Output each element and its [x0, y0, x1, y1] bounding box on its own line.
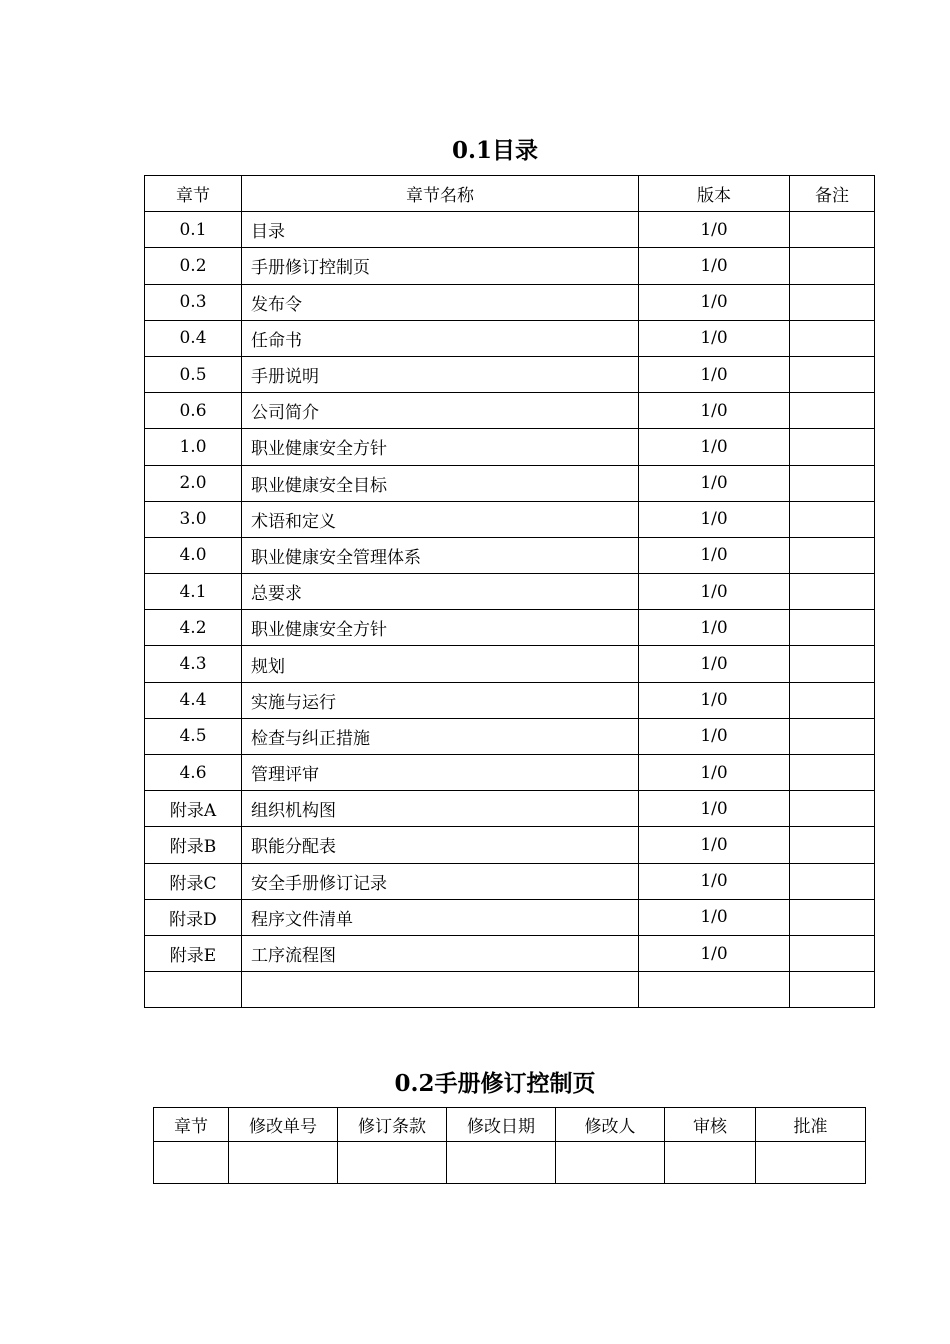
toc-cell-name: 安全手册修订记录 — [242, 863, 639, 899]
revision-cell — [665, 1142, 756, 1184]
toc-row — [145, 682, 875, 718]
revision-header-cell: 修改单号 — [229, 1108, 338, 1142]
toc-cell-name: 公司简介 — [242, 393, 639, 429]
toc-cell-chapter: 附录B — [145, 827, 242, 863]
toc-cell-remark — [790, 537, 875, 573]
toc-cell-version — [639, 972, 790, 1008]
revision-header-cell: 修订条款 — [338, 1108, 447, 1142]
toc-cell-remark — [790, 574, 875, 610]
toc-cell-chapter: 0.2 — [145, 248, 242, 284]
toc-row — [145, 393, 875, 429]
toc-cell-version: 1/0 — [639, 284, 790, 320]
revision-header-cell: 审核 — [665, 1108, 756, 1142]
toc-row — [145, 646, 875, 682]
toc-cell-remark — [790, 393, 875, 429]
toc-cell-chapter: 4.2 — [145, 610, 242, 646]
revision-header-cell: 修改人 — [556, 1108, 665, 1142]
toc-cell-name: 职能分配表 — [242, 827, 639, 863]
toc-cell-chapter: 附录D — [145, 899, 242, 935]
revision-cell — [338, 1142, 447, 1184]
toc-row — [145, 610, 875, 646]
toc-cell-remark — [790, 935, 875, 971]
toc-row — [145, 465, 875, 501]
toc-cell-version: 1/0 — [639, 646, 790, 682]
toc-row — [145, 574, 875, 610]
toc-cell-remark — [790, 899, 875, 935]
toc-row — [145, 791, 875, 827]
toc-cell-name: 目录 — [242, 212, 639, 248]
toc-header-name: 章节名称 — [242, 176, 639, 212]
revision-cell — [756, 1142, 866, 1184]
toc-row — [145, 899, 875, 935]
revision-cell — [229, 1142, 338, 1184]
toc-cell-name: 职业健康安全目标 — [242, 465, 639, 501]
toc-cell-chapter: 3.0 — [145, 501, 242, 537]
toc-cell-name: 职业健康安全方针 — [242, 429, 639, 465]
toc-cell-version: 1/0 — [639, 212, 790, 248]
toc-cell-remark — [790, 682, 875, 718]
toc-cell-remark — [790, 356, 875, 392]
toc-cell-version: 1/0 — [639, 429, 790, 465]
toc-header-row — [145, 176, 875, 212]
revision-table — [153, 1107, 866, 1184]
toc-cell-name: 手册说明 — [242, 356, 639, 392]
toc-cell-chapter: 2.0 — [145, 465, 242, 501]
toc-cell-chapter: 附录C — [145, 863, 242, 899]
toc-cell-version: 1/0 — [639, 682, 790, 718]
toc-cell-name: 程序文件清单 — [242, 899, 639, 935]
toc-cell-name: 总要求 — [242, 574, 639, 610]
toc-cell-remark — [790, 791, 875, 827]
toc-cell-version: 1/0 — [639, 791, 790, 827]
toc-cell-chapter: 4.1 — [145, 574, 242, 610]
toc-cell-version: 1/0 — [639, 356, 790, 392]
toc-cell-name: 术语和定义 — [242, 501, 639, 537]
toc-cell-chapter: 0.6 — [145, 393, 242, 429]
revision-cell — [154, 1142, 229, 1184]
revision-title: 0.2手册修订控制页 — [394, 1070, 596, 1097]
toc-cell-remark — [790, 755, 875, 791]
toc-cell-version: 1/0 — [639, 935, 790, 971]
toc-header-chapter: 章节 — [145, 176, 242, 212]
toc-cell-remark — [790, 827, 875, 863]
toc-row — [145, 972, 875, 1008]
toc-cell-remark — [790, 320, 875, 356]
toc-cell-version: 1/0 — [639, 537, 790, 573]
toc-row — [145, 935, 875, 971]
toc-body — [145, 212, 875, 1008]
toc-cell-version: 1/0 — [639, 501, 790, 537]
toc-cell-name — [242, 972, 639, 1008]
toc-row — [145, 863, 875, 899]
toc-cell-chapter: 0.3 — [145, 284, 242, 320]
toc-cell-remark — [790, 610, 875, 646]
toc-cell-remark — [790, 501, 875, 537]
revision-body — [154, 1142, 866, 1184]
toc-cell-name: 实施与运行 — [242, 682, 639, 718]
toc-cell-remark — [790, 718, 875, 754]
toc-cell-version: 1/0 — [639, 320, 790, 356]
toc-cell-chapter: 4.5 — [145, 718, 242, 754]
revision-header-cell: 批准 — [756, 1108, 866, 1142]
toc-cell-chapter: 0.5 — [145, 356, 242, 392]
toc-cell-version: 1/0 — [639, 899, 790, 935]
toc-cell-chapter: 4.0 — [145, 537, 242, 573]
toc-cell-name: 管理评审 — [242, 755, 639, 791]
toc-row — [145, 755, 875, 791]
toc-cell-name: 手册修订控制页 — [242, 248, 639, 284]
toc-cell-name: 任命书 — [242, 320, 639, 356]
toc-row — [145, 284, 875, 320]
toc-cell-chapter: 附录E — [145, 935, 242, 971]
toc-cell-name: 发布令 — [242, 284, 639, 320]
toc-cell-version: 1/0 — [639, 827, 790, 863]
toc-header-version: 版本 — [639, 176, 790, 212]
toc-cell-version: 1/0 — [639, 465, 790, 501]
toc-row — [145, 248, 875, 284]
toc-cell-remark — [790, 465, 875, 501]
toc-cell-remark — [790, 284, 875, 320]
toc-header-remark: 备注 — [790, 176, 875, 212]
toc-row — [145, 718, 875, 754]
revision-header-cell: 章节 — [154, 1108, 229, 1142]
toc-cell-name: 规划 — [242, 646, 639, 682]
toc-cell-name: 检查与纠正措施 — [242, 718, 639, 754]
toc-title: 0.1目录 — [451, 137, 538, 164]
toc-cell-chapter: 1.0 — [145, 429, 242, 465]
toc-cell-version: 1/0 — [639, 248, 790, 284]
toc-cell-chapter: 4.3 — [145, 646, 242, 682]
toc-cell-name: 组织机构图 — [242, 791, 639, 827]
toc-cell-chapter: 附录A — [145, 791, 242, 827]
toc-table — [144, 175, 875, 1008]
toc-cell-remark — [790, 863, 875, 899]
revision-cell — [556, 1142, 665, 1184]
toc-cell-chapter: 0.1 — [145, 212, 242, 248]
toc-cell-version: 1/0 — [639, 718, 790, 754]
toc-cell-remark — [790, 212, 875, 248]
toc-cell-name: 职业健康安全方针 — [242, 610, 639, 646]
toc-cell-name: 职业健康安全管理体系 — [242, 537, 639, 573]
toc-cell-chapter: 4.4 — [145, 682, 242, 718]
toc-row — [145, 212, 875, 248]
revision-header-cell: 修改日期 — [447, 1108, 556, 1142]
toc-row — [145, 429, 875, 465]
revision-row — [154, 1142, 866, 1184]
toc-cell-version: 1/0 — [639, 610, 790, 646]
toc-cell-remark — [790, 429, 875, 465]
toc-cell-chapter — [145, 972, 242, 1008]
toc-row — [145, 827, 875, 863]
toc-cell-version: 1/0 — [639, 574, 790, 610]
toc-cell-name: 工序流程图 — [242, 935, 639, 971]
toc-row — [145, 537, 875, 573]
toc-row — [145, 356, 875, 392]
toc-row — [145, 320, 875, 356]
toc-row — [145, 501, 875, 537]
toc-cell-version: 1/0 — [639, 393, 790, 429]
toc-cell-remark — [790, 248, 875, 284]
revision-cell — [447, 1142, 556, 1184]
toc-cell-remark — [790, 972, 875, 1008]
toc-cell-version: 1/0 — [639, 863, 790, 899]
toc-cell-version: 1/0 — [639, 755, 790, 791]
revision-header-row — [154, 1108, 866, 1142]
toc-cell-remark — [790, 646, 875, 682]
toc-cell-chapter: 0.4 — [145, 320, 242, 356]
toc-cell-chapter: 4.6 — [145, 755, 242, 791]
